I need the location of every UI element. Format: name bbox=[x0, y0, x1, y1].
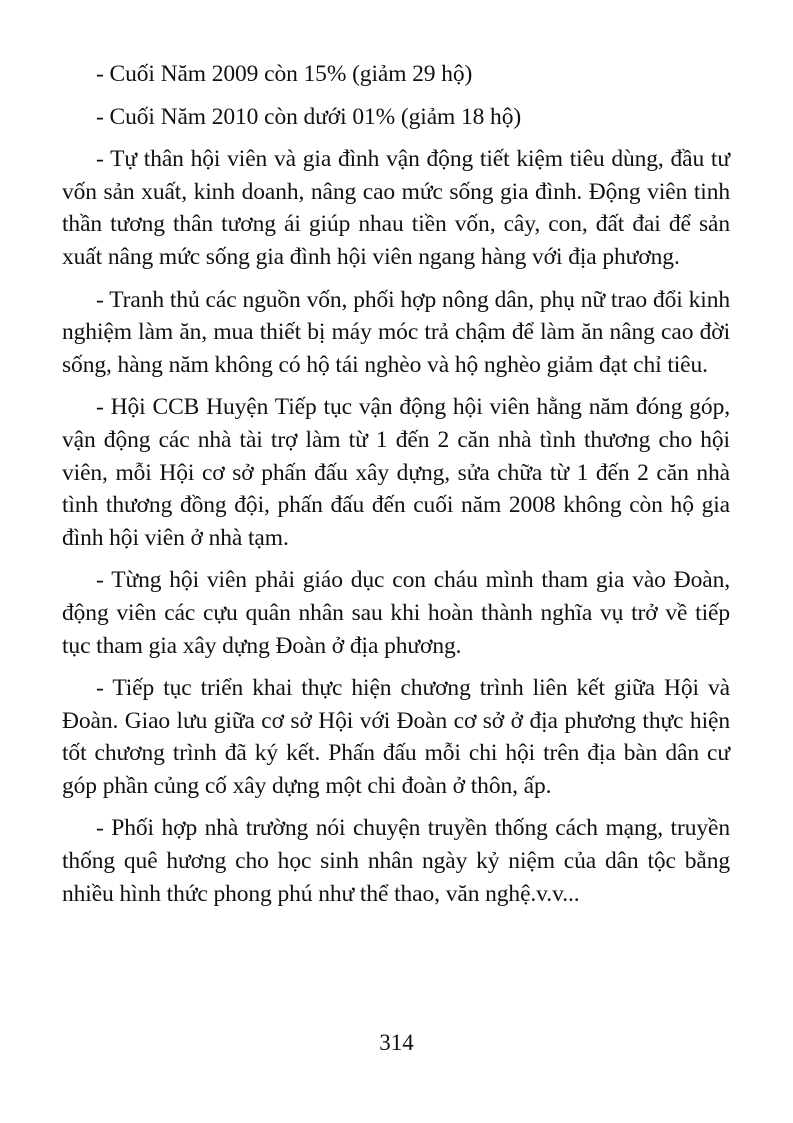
page-body bbox=[62, 58, 730, 920]
paragraph-5: - Hội CCB Huyện Tiếp tục vận động hội viên hằng năm đóng góp, vận động các nhà tài trợ làm từ 1 đến 2 căn nhà tình thương cho hội viên, mỗi Hội cơ sở phấn đấu xây dựng, sửa chữa từ 1 đến 2 căn nhà tình thương đồng đội, phấn đấu đến cuối năm 2008 không còn hộ gia đình hội viên ở nhà tạm. bbox=[62, 394, 730, 551]
paragraph-4: - Tranh thủ các nguồn vốn, phối hợp nông dân, phụ nữ trao đổi kinh nghiệm làm ăn, mua thiết bị máy móc trả chậm để làm ăn nâng cao đời sống, hàng năm không có hộ tái nghèo và hộ nghèo giảm đạt chỉ tiêu. bbox=[62, 286, 730, 378]
page-number: 314 bbox=[379, 1030, 414, 1055]
paragraph-7: - Tiếp tục triển khai thực hiện chương trình liên kết giữa Hội và Đoàn. Giao lưu giữa cơ sở Hội với Đoàn cơ sở ở địa phương thực hiện tốt chương trình đã ký kết. Phấn đấu mỗi chi hội trên địa bàn dân cư góp phần củng cố xây dựng một chi đoàn ở thôn, ấp. bbox=[62, 675, 730, 799]
paragraph-8: - Phối hợp nhà trường nói chuyện truyền thống cách mạng, truyền thống quê hương cho học sinh nhân ngày kỷ niệm của dân tộc bằng nhiều hình thức phong phú như thể thao, văn nghệ.v.v... bbox=[62, 815, 730, 907]
paragraph-3: - Tự thân hội viên và gia đình vận động tiết kiệm tiêu dùng, đầu tư vốn sản xuất, kinh doanh, nâng cao mức sống gia đình. Động viên tinh thần tương thân tương ái giúp nhau tiền vốn, cây, con, đất đai để sản xuất nâng mức sống gia đình hội viên ngang hàng với địa phương. bbox=[62, 146, 730, 270]
paragraph-1: - Cuối Năm 2009 còn 15% (giảm 29 hộ) bbox=[96, 61, 473, 87]
paragraph-2: - Cuối Năm 2010 còn dưới 01% (giảm 18 hộ) bbox=[96, 103, 522, 130]
paragraph-6: - Từng hội viên phải giáo dục con cháu mình tham gia vào Đoàn, động viên các cựu quân nhân sau khi hoàn thành nghĩa vụ trở về tiếp tục tham gia xây dựng Đoàn ở địa phương. bbox=[62, 567, 730, 659]
